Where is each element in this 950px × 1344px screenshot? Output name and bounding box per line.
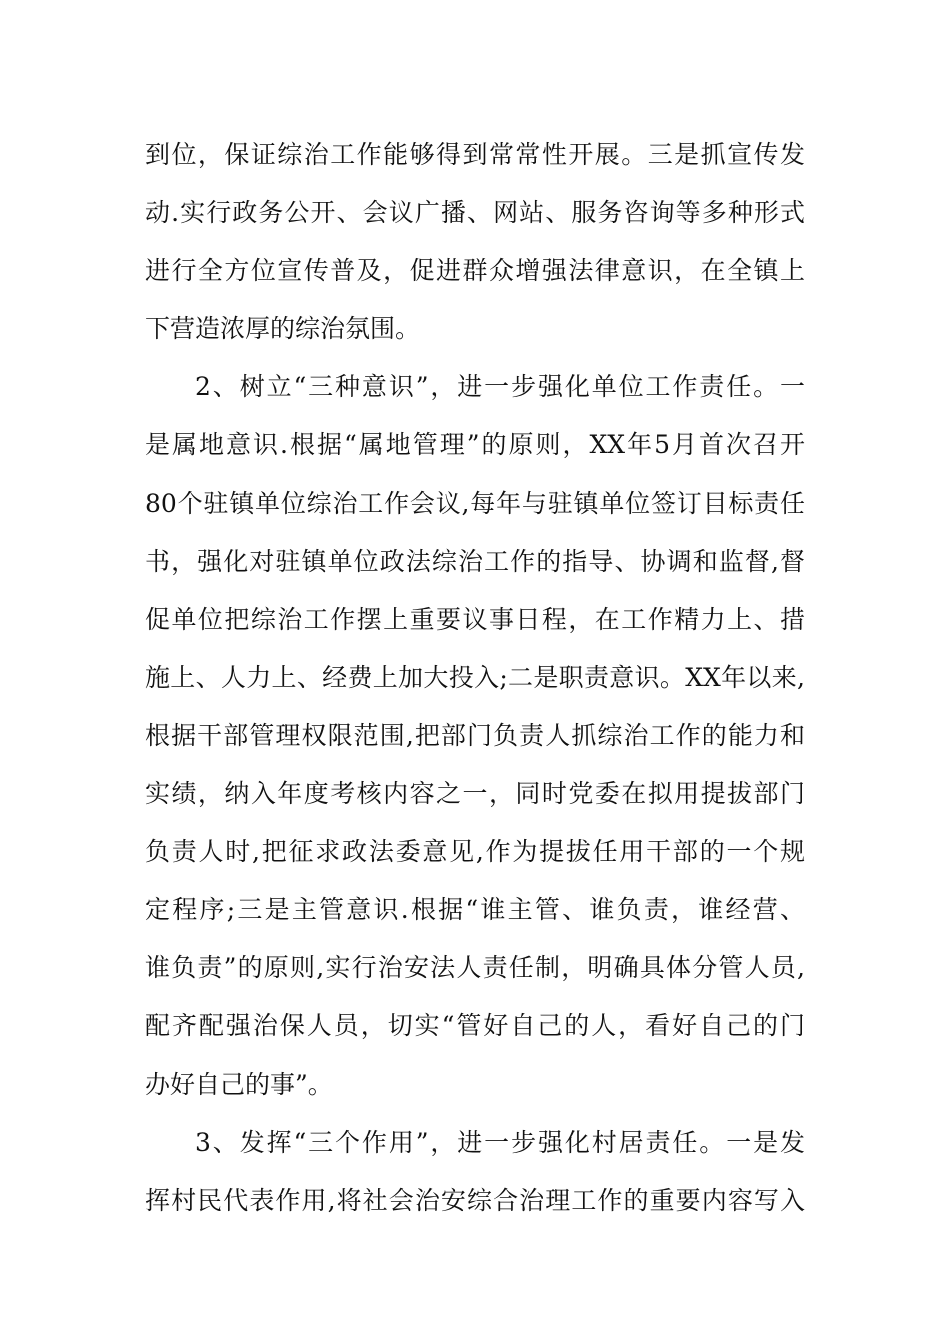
text-line: 促单位把综治工作摆上重要议事日程，在工作精力上、措 xyxy=(145,604,805,634)
text-line: 负责人时,把征求政法委意见,作为提拔任用干部的一个规 xyxy=(145,837,805,867)
text-line: 办好自己的事”。 xyxy=(145,1069,333,1099)
paragraph-3-first-line: 3、发挥“三个作用”，进一步强化村居责任。一是发 xyxy=(195,1127,805,1157)
text-line: 进行全方位宣传普及，促进群众增强法律意识，在全镇上 xyxy=(145,256,805,286)
text-line: 实绩，纳入年度考核内容之一，同时党委在拟用提拔部门 xyxy=(145,779,805,809)
text-line: 配齐配强治保人员，切实“管好自己的人，看好自己的门 xyxy=(145,1011,805,1041)
text-line: 定程序;三是主管意识.根据“谁主管、谁负责，谁经营、 xyxy=(145,895,805,925)
text-line: 根据干部管理权限范围,把部门负责人抓综治工作的能力和 xyxy=(145,720,805,750)
text-line: 书，强化对驻镇单位政法综治工作的指导、协调和监督,督 xyxy=(145,546,805,576)
text-line: 施上、人力上、经费上加大投入;二是职责意识。XX年以来, xyxy=(145,662,805,692)
text-line: 挥村民代表作用,将社会治安综合治理工作的重要内容写入 xyxy=(145,1185,805,1215)
text-line: 谁负责”的原则,实行治安法人责任制，明确具体分管人员, xyxy=(145,953,805,983)
text-line: 到位，保证综治工作能够得到常常性开展。三是抓宣传发 xyxy=(145,140,805,169)
text-line: 下营造浓厚的综治氛围。 xyxy=(145,314,421,344)
text-line: 80个驻镇单位综治工作会议,每年与驻镇单位签订目标责任 xyxy=(145,488,805,518)
document-body xyxy=(145,126,805,1230)
paragraph-2-first-line: 2、树立“三种意识”，进一步强化单位工作责任。一 xyxy=(195,372,805,402)
text-line: 是属地意识.根据“属地管理”的原则，XX年5月首次召开 xyxy=(145,430,805,460)
text-line: 动.实行政务公开、会议广播、网站、服务咨询等多种形式 xyxy=(145,198,805,228)
